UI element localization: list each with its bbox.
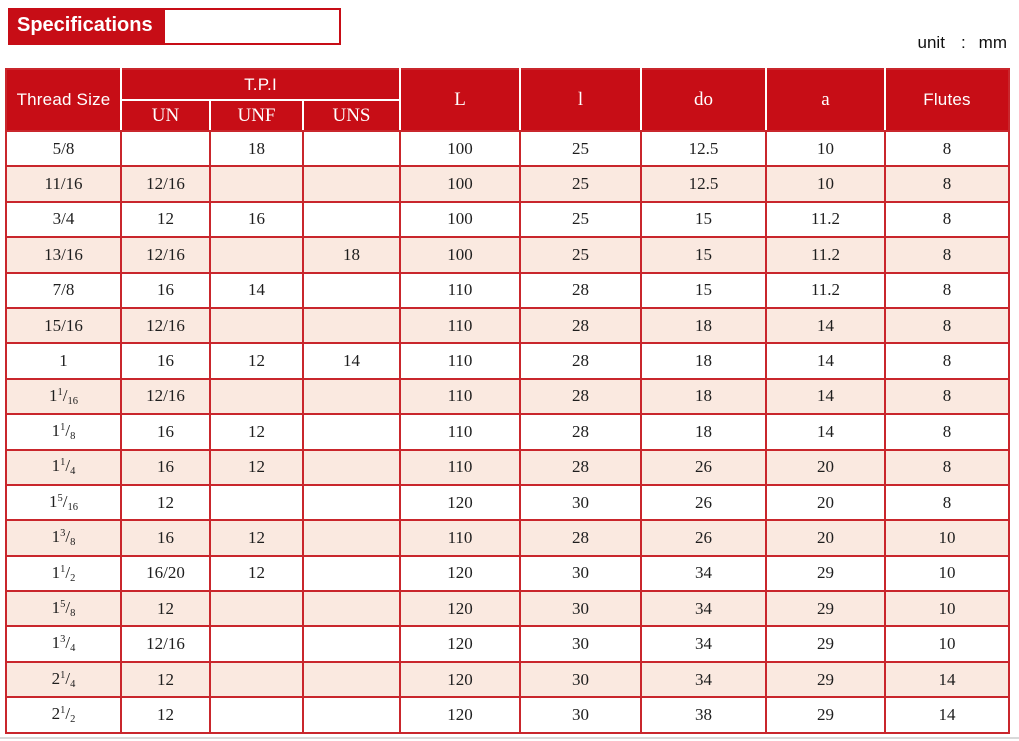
cell-flutes: 8: [885, 343, 1009, 378]
cell-uns: [303, 485, 400, 520]
cell-l: 120: [400, 556, 520, 591]
cell-uns: [303, 379, 400, 414]
cell-unf: [210, 308, 303, 343]
table-row: [6, 379, 1009, 414]
cell-do: 26: [641, 450, 766, 485]
cell-unf: 12: [210, 343, 303, 378]
cell-l: 25: [520, 131, 641, 166]
cell-l: 100: [400, 202, 520, 237]
cell-unf: [210, 237, 303, 272]
cell-flutes: 8: [885, 237, 1009, 272]
cell-a: 14: [766, 308, 885, 343]
cell-a: 29: [766, 556, 885, 591]
table-row: [6, 485, 1009, 520]
cell-flutes: 8: [885, 308, 1009, 343]
table-row: [6, 520, 1009, 555]
cell-do: 34: [641, 591, 766, 626]
table-row: [6, 202, 1009, 237]
cell-thread-size: 11/16: [6, 166, 121, 201]
cell-a: 20: [766, 485, 885, 520]
col-header-l: l: [520, 69, 641, 131]
table-row: [6, 131, 1009, 166]
cell-thread-size: $1^1/_{16}$: [6, 379, 121, 414]
cell-l: 25: [520, 166, 641, 201]
cell-un: 16: [121, 273, 210, 308]
cell-flutes: 8: [885, 450, 1009, 485]
cell-thread-size: $1^1/_8$: [6, 414, 121, 449]
cell-flutes: 14: [885, 697, 1009, 732]
cell-uns: [303, 166, 400, 201]
table-header: [6, 69, 1009, 131]
unit-value: mm: [978, 33, 1007, 52]
cell-flutes: 10: [885, 520, 1009, 555]
cell-uns: [303, 520, 400, 555]
cell-uns: [303, 414, 400, 449]
cell-thread-size: $2^1/_4$: [6, 662, 121, 697]
cell-uns: [303, 131, 400, 166]
cell-un: 12: [121, 485, 210, 520]
cell-uns: [303, 662, 400, 697]
cell-un: 12: [121, 591, 210, 626]
section-title: Specifications: [8, 8, 163, 45]
cell-do: 34: [641, 662, 766, 697]
cell-un: 12: [121, 697, 210, 732]
table-row: [6, 697, 1009, 732]
table-row: [6, 450, 1009, 485]
cell-thread-size: $1^3/_8$: [6, 520, 121, 555]
cell-flutes: 8: [885, 379, 1009, 414]
cell-un: 12/16: [121, 308, 210, 343]
col-header-unf: UNF: [210, 100, 303, 131]
cell-flutes: 8: [885, 202, 1009, 237]
cell-un: 16: [121, 450, 210, 485]
cell-un: [121, 131, 210, 166]
cell-un: 16: [121, 343, 210, 378]
table-row: [6, 591, 1009, 626]
cell-unf: 18: [210, 131, 303, 166]
cell-a: 14: [766, 414, 885, 449]
cell-l: 28: [520, 343, 641, 378]
cell-unf: [210, 485, 303, 520]
cell-l: 30: [520, 556, 641, 591]
cell-l: 28: [520, 273, 641, 308]
cell-do: 12.5: [641, 166, 766, 201]
cell-do: 18: [641, 379, 766, 414]
cell-thread-size: $1^1/_4$: [6, 450, 121, 485]
cell-uns: 14: [303, 343, 400, 378]
col-header-thread-size: Thread Size: [6, 69, 121, 131]
cell-flutes: 8: [885, 131, 1009, 166]
cell-do: 26: [641, 485, 766, 520]
cell-l: 110: [400, 308, 520, 343]
cell-l: 120: [400, 591, 520, 626]
cell-l: 100: [400, 131, 520, 166]
cell-un: 12/16: [121, 237, 210, 272]
cell-unf: 12: [210, 556, 303, 591]
cell-uns: 18: [303, 237, 400, 272]
cell-un: 16: [121, 414, 210, 449]
cell-unf: [210, 591, 303, 626]
cell-l: 100: [400, 237, 520, 272]
table-row: [6, 237, 1009, 272]
cell-l: 120: [400, 626, 520, 661]
unit-label: unit: [917, 33, 945, 52]
cell-flutes: 8: [885, 485, 1009, 520]
bottom-divider: [0, 737, 1019, 739]
cell-l: 28: [520, 520, 641, 555]
cell-a: 14: [766, 343, 885, 378]
table-body: [6, 131, 1009, 733]
cell-a: 10: [766, 131, 885, 166]
cell-un: 16: [121, 520, 210, 555]
cell-a: 29: [766, 697, 885, 732]
cell-un: 12: [121, 662, 210, 697]
cell-un: 16/20: [121, 556, 210, 591]
cell-uns: [303, 626, 400, 661]
unit-colon: :: [960, 33, 966, 52]
cell-do: 15: [641, 237, 766, 272]
cell-l: 110: [400, 343, 520, 378]
cell-un: 12/16: [121, 379, 210, 414]
cell-uns: [303, 202, 400, 237]
cell-uns: [303, 308, 400, 343]
cell-a: 11.2: [766, 202, 885, 237]
cell-thread-size: 13/16: [6, 237, 121, 272]
cell-un: 12: [121, 202, 210, 237]
cell-thread-size: 15/16: [6, 308, 121, 343]
cell-l: 110: [400, 414, 520, 449]
cell-l: 110: [400, 273, 520, 308]
cell-a: 29: [766, 626, 885, 661]
cell-a: 29: [766, 591, 885, 626]
cell-a: 20: [766, 450, 885, 485]
cell-a: 11.2: [766, 273, 885, 308]
cell-uns: [303, 591, 400, 626]
cell-thread-size: $1^1/_2$: [6, 556, 121, 591]
cell-unf: [210, 697, 303, 732]
cell-l: 110: [400, 450, 520, 485]
cell-l: 110: [400, 379, 520, 414]
cell-l: 30: [520, 662, 641, 697]
cell-l: 28: [520, 414, 641, 449]
cell-l: 100: [400, 166, 520, 201]
col-header-un: UN: [121, 100, 210, 131]
cell-do: 15: [641, 273, 766, 308]
cell-l: 28: [520, 379, 641, 414]
cell-thread-size: 5/8: [6, 131, 121, 166]
cell-l: 30: [520, 626, 641, 661]
cell-thread-size: 1: [6, 343, 121, 378]
table-row: [6, 343, 1009, 378]
cell-a: 29: [766, 662, 885, 697]
cell-unf: 16: [210, 202, 303, 237]
table-row: [6, 626, 1009, 661]
cell-do: 26: [641, 520, 766, 555]
table-row: [6, 308, 1009, 343]
cell-unf: 14: [210, 273, 303, 308]
cell-unf: [210, 166, 303, 201]
cell-do: 34: [641, 626, 766, 661]
cell-a: 20: [766, 520, 885, 555]
cell-flutes: 8: [885, 166, 1009, 201]
cell-un: 12/16: [121, 626, 210, 661]
table-row: [6, 662, 1009, 697]
cell-l: 28: [520, 308, 641, 343]
col-header-do: do: [641, 69, 766, 131]
cell-l: 25: [520, 202, 641, 237]
title-row: [8, 8, 341, 45]
cell-a: 14: [766, 379, 885, 414]
col-header-flutes: Flutes: [885, 69, 1009, 131]
cell-uns: [303, 697, 400, 732]
cell-do: 12.5: [641, 131, 766, 166]
cell-do: 15: [641, 202, 766, 237]
cell-a: 11.2: [766, 237, 885, 272]
cell-do: 34: [641, 556, 766, 591]
cell-a: 10: [766, 166, 885, 201]
cell-do: 18: [641, 343, 766, 378]
cell-uns: [303, 273, 400, 308]
col-header-L: L: [400, 69, 520, 131]
cell-thread-size: 7/8: [6, 273, 121, 308]
cell-uns: [303, 450, 400, 485]
cell-l: 30: [520, 485, 641, 520]
cell-l: 120: [400, 662, 520, 697]
cell-l: 110: [400, 520, 520, 555]
cell-unf: 12: [210, 414, 303, 449]
cell-uns: [303, 556, 400, 591]
col-header-tpi: T.P.I: [121, 69, 400, 100]
cell-un: 12/16: [121, 166, 210, 201]
cell-thread-size: $2^1/_2$: [6, 697, 121, 732]
cell-unf: 12: [210, 520, 303, 555]
cell-flutes: 8: [885, 273, 1009, 308]
cell-l: 30: [520, 697, 641, 732]
cell-do: 18: [641, 414, 766, 449]
table-row: [6, 166, 1009, 201]
cell-do: 18: [641, 308, 766, 343]
cell-thread-size: $1^3/_4$: [6, 626, 121, 661]
title-outline-box: [163, 8, 341, 45]
cell-l: 28: [520, 450, 641, 485]
specifications-table: [5, 68, 1010, 734]
cell-unf: [210, 626, 303, 661]
cell-flutes: 8: [885, 414, 1009, 449]
table-row: [6, 273, 1009, 308]
cell-flutes: 10: [885, 591, 1009, 626]
cell-unf: 12: [210, 450, 303, 485]
cell-flutes: 14: [885, 662, 1009, 697]
table-row: [6, 556, 1009, 591]
cell-flutes: 10: [885, 556, 1009, 591]
cell-thread-size: $1^5/_8$: [6, 591, 121, 626]
col-header-a: a: [766, 69, 885, 131]
cell-unf: [210, 662, 303, 697]
cell-do: 38: [641, 697, 766, 732]
cell-l: 120: [400, 697, 520, 732]
cell-l: 30: [520, 591, 641, 626]
cell-thread-size: 3/4: [6, 202, 121, 237]
cell-thread-size: $1^5/_{16}$: [6, 485, 121, 520]
table-row: [6, 414, 1009, 449]
cell-unf: [210, 379, 303, 414]
col-header-uns: UNS: [303, 100, 400, 131]
unit-note: [918, 33, 1007, 53]
cell-flutes: 10: [885, 626, 1009, 661]
cell-l: 25: [520, 237, 641, 272]
cell-l: 120: [400, 485, 520, 520]
